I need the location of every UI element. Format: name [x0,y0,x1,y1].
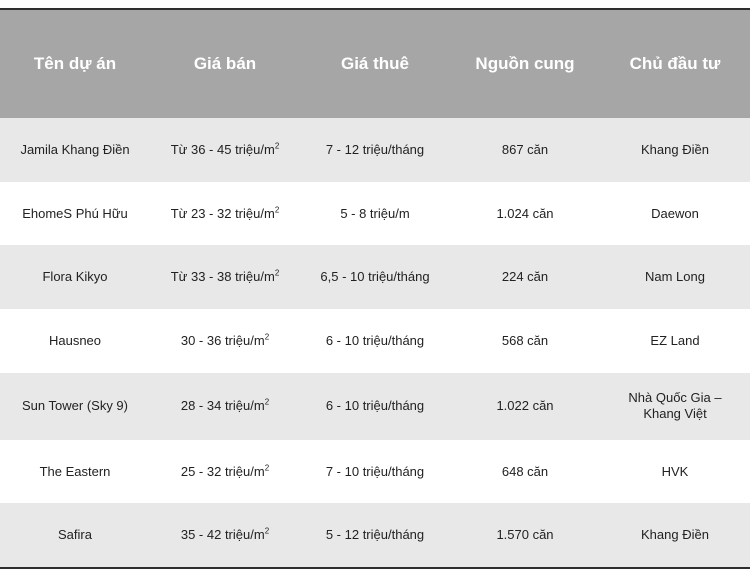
rent-price-cell: 7 - 12 triệu/tháng [325,141,425,157]
rent-price-cell: 6,5 - 10 triệu/tháng [320,269,430,285]
rent-price-cell: 5 - 12 triệu/tháng [325,527,425,543]
investor-cell: Daewon [651,205,699,221]
table-row [0,118,750,182]
project-name-cell: Sun Tower (Sky 9) [22,398,128,414]
investor-cell: Khang Điền [641,527,709,543]
project-comparison-table [0,8,750,569]
sale-price-cell: 35 - 42 triệu/$m^2$ [180,526,270,543]
project-name-cell: The Eastern [39,463,111,479]
sale-price-cell: 25 - 32 triệu/$m^2$ [180,463,270,479]
header-project-name: Tên dự án [33,54,117,73]
sale-price-cell: Từ 33 - 38 triệu/$m^2$ [170,268,280,285]
sale-price-cell: 30 - 36 triệu/$m^2$ [180,332,270,348]
header-investor: Chủ đầu tư [629,54,721,73]
supply-cell: 1.570 căn [496,527,554,543]
table-row [0,440,750,504]
supply-cell: 224 căn [501,269,549,285]
sale-price-cell: Từ 36 - 45 triệu/$m^2$ [170,141,280,157]
supply-cell: 568 căn [501,332,549,348]
sale-price-cell: Từ 23 - 32 triệu/$m^2$ [170,205,280,221]
project-name-cell: Safira [58,527,92,543]
rent-price-cell: 5 - 8 triệu/m [340,205,410,221]
project-name-cell: EhomeS Phú Hữu [22,205,128,221]
supply-cell: 1.024 căn [496,205,554,221]
investor-cell: EZ Land [650,332,700,348]
supply-cell: 648 căn [501,463,549,479]
rent-price-cell: 6 - 10 triệu/tháng [325,332,425,348]
project-name-cell: Flora Kikyo [42,269,108,285]
table-header [0,10,750,118]
header-supply: Nguồn cung [475,54,575,73]
investor-cell: HVK [661,463,689,479]
rent-price-cell: 6 - 10 triệu/tháng [325,398,425,414]
supply-cell: 1.022 căn [496,398,554,414]
project-name-cell: Hausneo [48,332,102,348]
table-row [0,309,750,373]
header-sale-price: Giá bán [193,54,257,73]
investor-cell: Nam Long [645,269,705,285]
sale-price-cell: 28 - 34 triệu/$m^2$ [180,397,270,414]
supply-cell: 867 căn [501,141,549,157]
table-row [0,245,750,309]
investor-cell: Khang Điền [641,141,709,157]
investor-cell [600,390,750,422]
header-rent-price: Giá thuê [340,54,409,73]
investor-text: Nhà Quốc Gia – Khang Việt [628,390,722,422]
table-row [0,182,750,246]
table-row [0,373,750,440]
project-name-cell: Jamila Khang Điền [20,141,130,157]
rent-price-cell: 7 - 10 triệu/tháng [325,463,425,479]
table-row [0,503,750,567]
